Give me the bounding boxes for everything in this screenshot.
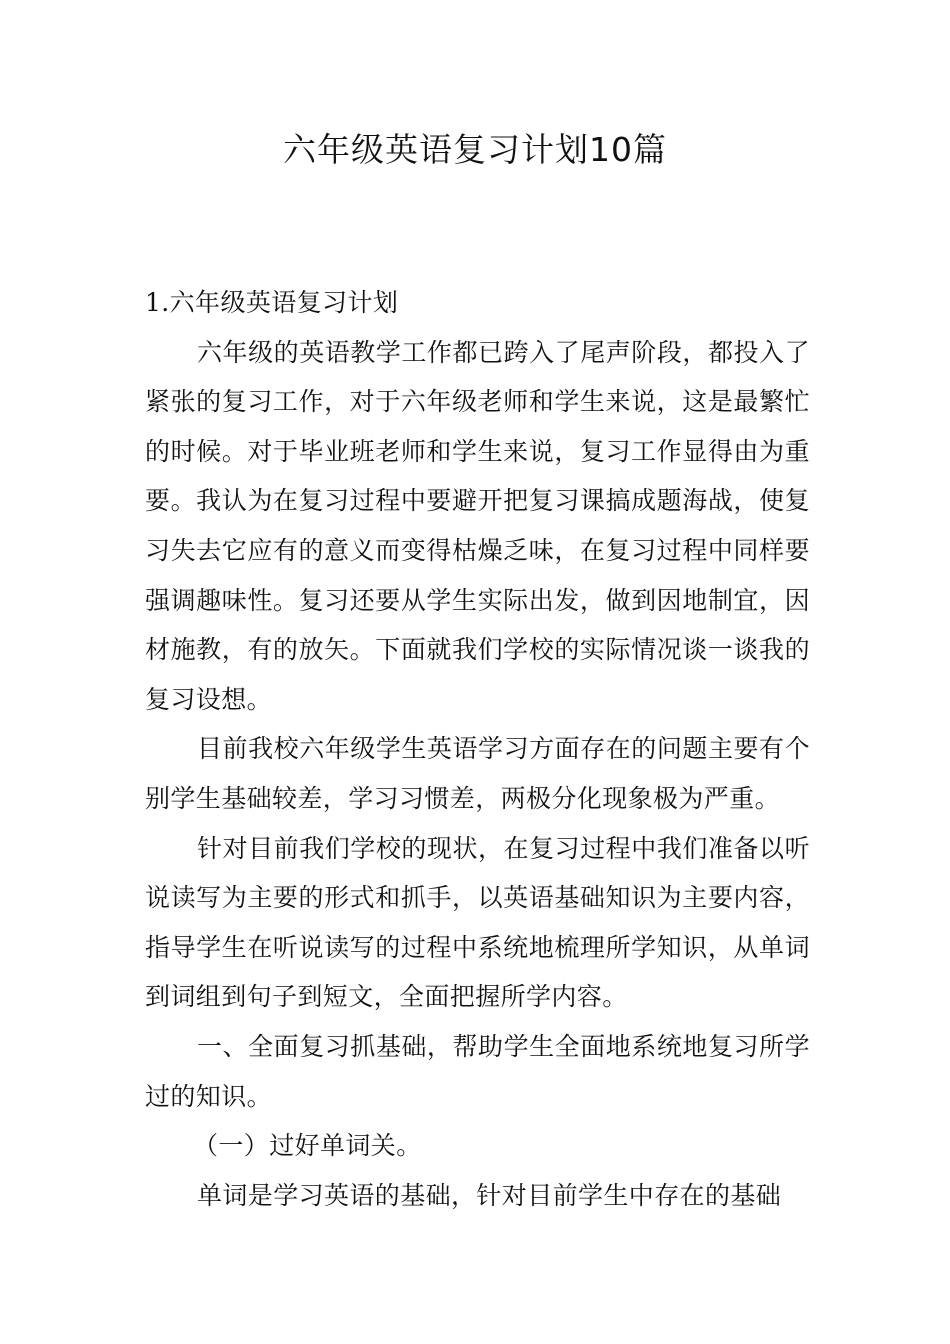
paragraph-approach: 针对目前我们学校的现状，在复习过程中我们准备以听说读写为主要的形式和抓手，以英语基础知识为主要内容，指导学生在听说读写的过程中系统地梳理所学知识，从单词到词组到句子到短文，全面把握所学内容。 <box>145 833 810 1012</box>
paragraph-point-one: 一、全面复习抓基础，帮助学生全面地系统地复习所学过的知识。 <box>145 1031 810 1111</box>
document-body <box>145 278 810 1220</box>
paragraph-subpoint-vocabulary: （一）过好单词关。 <box>193 1131 422 1161</box>
paragraph-vocabulary: 单词是学习英语的基础，针对目前学生中存在的基础 <box>197 1180 782 1210</box>
paragraph-problems: 目前我校六年级学生英语学习方面存在的问题主要有个别学生基础较差，学习习惯差，两极分化现象极为严重。 <box>145 734 810 813</box>
document-title: 六年级英语复习计划10篇 <box>283 130 667 169</box>
section-heading: 1.六年级英语复习计划 <box>145 288 399 317</box>
paragraph-intro: 六年级的英语教学工作都已跨入了尾声阶段，都投入了紧张的复习工作，对于六年级老师和学生来说，这是最繁忙的时候。对于毕业班老师和学生来说，复习工作显得由为重要。我认为在复习过程中要避开把复习课搞成题海战，使复习失去它应有的意义而变得枯燥乏味，在复习过程中同样要强调趣味性。复习还要从学生实际出发，做到因地制宜，因材施教，有的放矢。下面就我们学校的实际情况谈一谈我的复习设想。 <box>145 337 810 714</box>
